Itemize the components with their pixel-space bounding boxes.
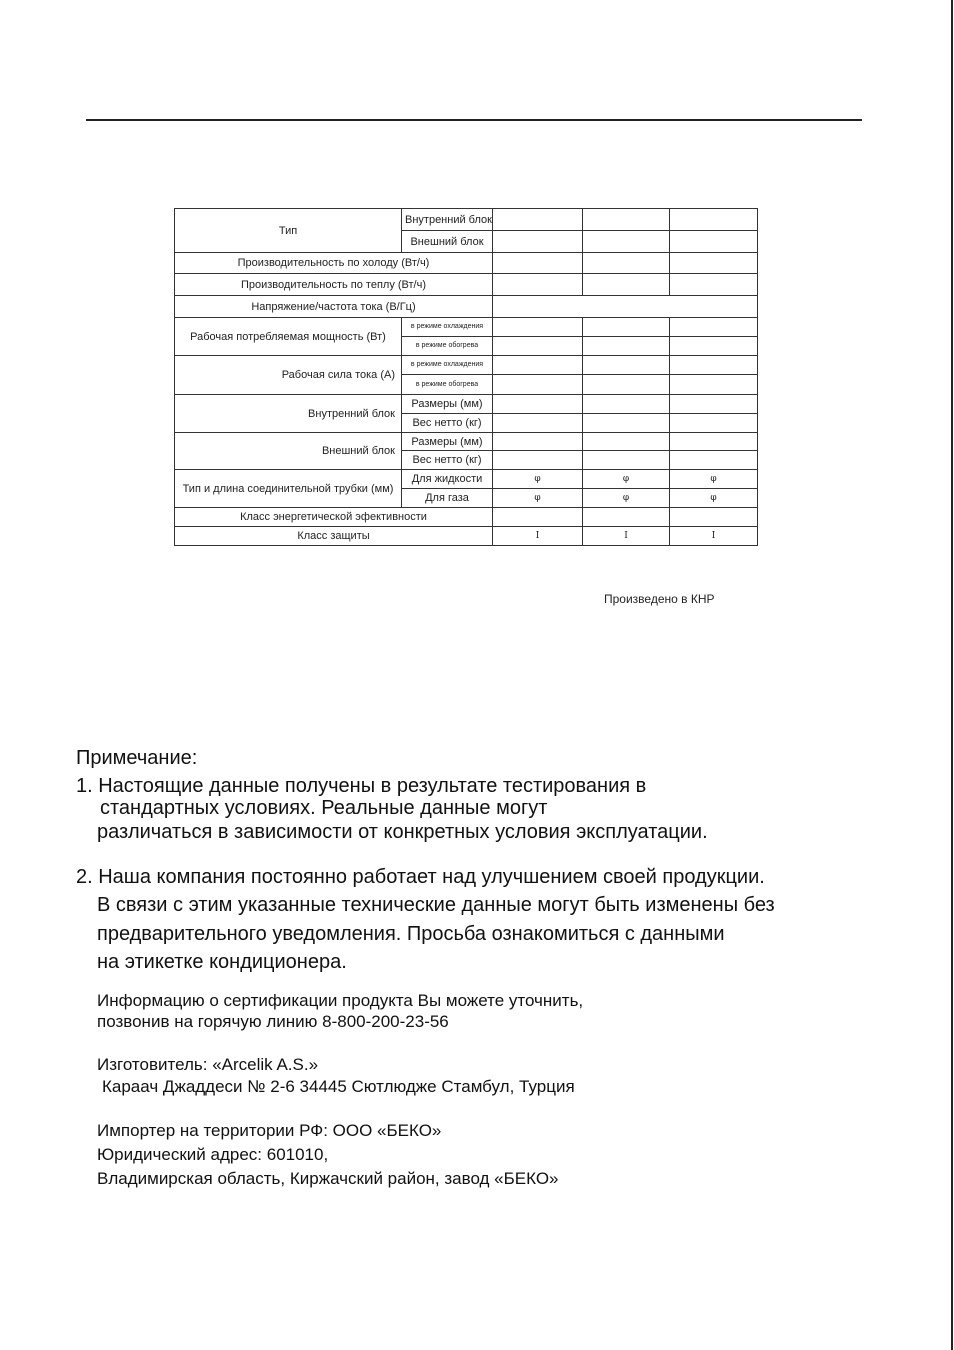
table-cell xyxy=(583,433,670,451)
table-cell xyxy=(670,508,758,527)
table-row xyxy=(175,209,758,231)
phi-symbol: φ xyxy=(583,489,670,508)
table-cell xyxy=(583,209,670,231)
table-row xyxy=(175,274,758,296)
table-cell xyxy=(583,318,670,337)
phi-symbol: φ xyxy=(670,489,758,508)
table-cell xyxy=(670,356,758,375)
note-item-2-line-4: на этикетке кондиционера. xyxy=(97,951,347,973)
table-cell xyxy=(670,337,758,356)
outdoor-block-label: Внешний блок xyxy=(175,433,402,470)
table-cell xyxy=(583,375,670,395)
table-cell xyxy=(670,414,758,433)
table-row xyxy=(175,527,758,546)
table-cell xyxy=(583,451,670,470)
table-cell xyxy=(583,231,670,253)
mode-cooling-label: в режиме охлаждения xyxy=(402,356,493,375)
table-cell xyxy=(583,414,670,433)
table-cell xyxy=(493,356,583,375)
voltage-frequency-label: Напряжение/частота тока (В/Гц) xyxy=(175,296,493,318)
table-row xyxy=(175,296,758,318)
type-label: Тип xyxy=(175,209,402,253)
table-cell xyxy=(493,209,583,231)
phi-symbol: φ xyxy=(670,470,758,489)
table-cell xyxy=(583,253,670,274)
importer-line-3: Владимирская область, Киржачский район, завод «БЕКО» xyxy=(97,1169,559,1188)
table-cell xyxy=(583,274,670,296)
table-row xyxy=(175,470,758,489)
manufacturer-line-2: Караач Джаддеси № 2-6 34445 Сютлюдже Стамбул, Турция xyxy=(102,1077,575,1096)
dimensions-label: Размеры (мм) xyxy=(402,433,493,451)
table-cell xyxy=(670,318,758,337)
manufacturer-line-1: Изготовитель: «Arcelik A.S.» xyxy=(97,1055,319,1074)
liquid-label: Для жидкости xyxy=(402,470,493,489)
protection-class-label: Класс защиты xyxy=(175,527,493,546)
table-cell xyxy=(493,274,583,296)
indoor-block-label: Внутренний блок xyxy=(175,395,402,433)
current-label: Рабочая сила тока (А) xyxy=(175,356,402,395)
note-item-1-line-3: различаться в зависимости от конкретных условия эксплуатации. xyxy=(97,821,708,843)
table-cell xyxy=(493,414,583,433)
table-row xyxy=(175,395,758,414)
table-cell xyxy=(670,253,758,274)
importer-line-2: Юридический адрес: 601010, xyxy=(97,1145,329,1164)
made-in-label: Произведено в КНР xyxy=(604,592,715,606)
protection-class-value: I xyxy=(493,527,583,546)
table-cell xyxy=(493,231,583,253)
page-right-border xyxy=(951,0,953,1350)
table-cell xyxy=(493,433,583,451)
net-weight-label: Вес нетто (кг) xyxy=(402,451,493,470)
table-cell xyxy=(583,395,670,414)
table-cell xyxy=(583,508,670,527)
note-item-2-line-3: предварительного уведомления. Просьба ознакомиться с данными xyxy=(97,923,725,945)
table-cell xyxy=(493,395,583,414)
note-heading: Примечание: xyxy=(76,747,198,769)
phi-symbol: φ xyxy=(583,470,670,489)
note-item-1-line-2: стандартных условиях. Реальные данные могут xyxy=(100,797,548,819)
table-cell xyxy=(583,337,670,356)
importer-line-1: Импортер на территории РФ: ООО «БЕКО» xyxy=(97,1121,442,1140)
phi-symbol: φ xyxy=(493,470,583,489)
phi-symbol: φ xyxy=(493,489,583,508)
table-cell xyxy=(493,375,583,395)
dimensions-label: Размеры (мм) xyxy=(402,395,493,414)
certification-line-2: позвонив на горячую линию 8-800-200-23-56 xyxy=(97,1012,449,1031)
note-item-2-line-1: 2. Наша компания постоянно работает над улучшением своей продукции. xyxy=(76,866,765,888)
net-weight-label: Вес нетто (кг) xyxy=(402,414,493,433)
certification-line-1: Информацию о сертификации продукта Вы можете уточнить, xyxy=(97,991,584,1010)
heating-capacity-label: Производительность по теплу (Вт/ч) xyxy=(175,274,493,296)
pipe-type-length-label: Тип и длина соединительной трубки (мм) xyxy=(175,470,402,508)
protection-class-value: I xyxy=(583,527,670,546)
table-cell xyxy=(670,395,758,414)
table-row xyxy=(175,508,758,527)
energy-class-label: Класс энергетической эфективности xyxy=(175,508,493,527)
mode-heating-label: в режиме обогрева xyxy=(402,337,493,356)
table-cell xyxy=(670,451,758,470)
cooling-capacity-label: Производительность по холоду (Вт/ч) xyxy=(175,253,493,274)
table-row xyxy=(175,356,758,375)
table-row xyxy=(175,433,758,451)
table-cell xyxy=(583,356,670,375)
table-cell xyxy=(670,274,758,296)
spec-table xyxy=(174,208,758,546)
power-input-label: Рабочая потребляемая мощность (Вт) xyxy=(175,318,402,356)
table-cell xyxy=(493,337,583,356)
mode-cooling-label: в режиме охлаждения xyxy=(402,318,493,337)
indoor-unit-label: Внутренний блок xyxy=(402,209,493,231)
table-cell xyxy=(493,253,583,274)
mode-heating-label: в режиме обогрева xyxy=(402,375,493,395)
table-cell xyxy=(670,209,758,231)
outdoor-unit-label: Внешний блок xyxy=(402,231,493,253)
note-item-2-line-2: В связи с этим указанные технические данные могут быть изменены без xyxy=(97,894,775,916)
table-cell xyxy=(670,433,758,451)
table-row xyxy=(175,318,758,337)
table-cell xyxy=(493,296,758,318)
top-rule xyxy=(86,119,862,121)
table-cell xyxy=(493,508,583,527)
table-cell xyxy=(670,375,758,395)
table-cell xyxy=(493,451,583,470)
table-cell xyxy=(670,231,758,253)
table-row xyxy=(175,253,758,274)
table-cell xyxy=(493,318,583,337)
protection-class-value: I xyxy=(670,527,758,546)
note-item-1-line-1: 1. Настоящие данные получены в результате тестирования в xyxy=(76,775,647,797)
gas-label: Для газа xyxy=(402,489,493,508)
